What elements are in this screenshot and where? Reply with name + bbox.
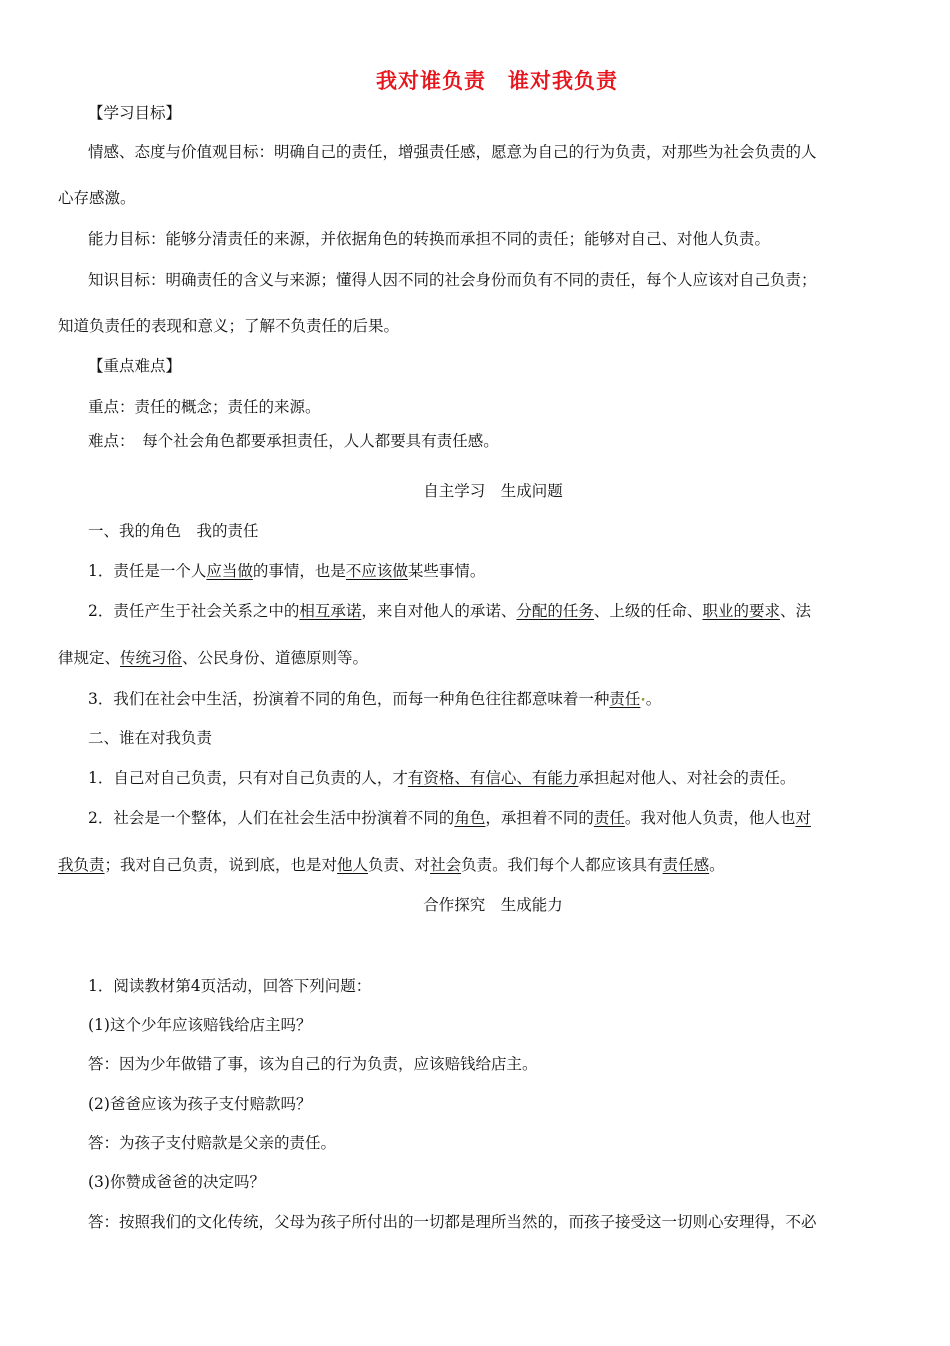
answer-blank: 社会 <box>430 856 462 874</box>
sub-question-1: (1)这个少年应该赔钱给店主吗？ <box>88 1016 312 1034</box>
goal-emotion-line-1: 情感、态度与价值观目标：明确自己的责任，增强责任感，愿意为自己的行为负责，对那些为社会负责的人 <box>88 143 817 161</box>
answer-blank: 不应该做 <box>345 562 408 580</box>
cooperation-heading: 合作探究 生成能力 <box>423 896 563 914</box>
part1-heading: 一、我的角色 我的责任 <box>88 522 259 540</box>
goal-ability: 能力目标：能够分清责任的来源，并依据角色的转换而承担不同的责任；能够对自己、对他人负责。 <box>88 230 771 248</box>
dot-mark: • <box>640 696 646 706</box>
goal-knowledge-line-1: 知识目标：明确责任的含义与来源；懂得人因不同的社会身份而负有不同的责任，每个人应该对自己负责； <box>88 271 817 289</box>
answer-blank: 有资格、有信心、有能力 <box>407 769 579 787</box>
part2-item-2-cont: 我负责；我对自己负责，说到底，也是对他人负责、对社会负责。我们每个人都应该具有责任感。 <box>58 856 725 874</box>
part1-item-3: 3．我们在社会中生活，扮演着不同的角色，而每一种角色往往都意味着一种责任•。 <box>88 690 662 708</box>
page-title: 我对谁负责 谁对我负责 <box>376 69 618 93</box>
part2-heading: 二、谁在对我负责 <box>88 729 213 747</box>
part1-item-2-cont: 律规定、传统习俗、公民身份、道德原则等。 <box>58 649 369 667</box>
answer-blank: 相互承诺 <box>299 602 362 620</box>
part2-item-2: 2．社会是一个整体，人们在社会生活中扮演着不同的角色，承担着不同的责任。我对他人负责，他人也对 <box>88 809 811 827</box>
key-heading: 【重点难点】 <box>88 357 182 375</box>
goals-heading: 【学习目标】 <box>88 104 182 122</box>
key-focus: 重点：责任的概念；责任的来源。 <box>88 398 321 416</box>
goal-emotion-line-2: 心存感激。 <box>58 189 136 207</box>
answer-blank: 我负责 <box>58 856 105 874</box>
answer-3: 答：按照我们的文化传统，父母为孩子所付出的一切都是理所当然的，而孩子接受这一切则心安理得，不必 <box>88 1213 817 1231</box>
answer-blank: 应当做 <box>206 562 253 580</box>
part1-item-1: 1．责任是一个人应当做的事情，也是不应该做某些事情。 <box>88 562 486 580</box>
answer-blank: 角色 <box>454 809 486 827</box>
goal-knowledge-line-2: 知道负责任的表现和意义；了解不负责任的后果。 <box>58 317 400 335</box>
answer-1: 答：因为少年做错了事，该为自己的行为负责，应该赔钱给店主。 <box>88 1055 538 1073</box>
answer-blank: 对 <box>795 809 811 827</box>
answer-blank: 责任 <box>609 690 641 708</box>
answer-blank: 职业的要求 <box>702 602 780 620</box>
answer-blank: 他人 <box>337 856 369 874</box>
part1-item-2: 2．责任产生于社会关系之中的相互承诺，来自对他人的承诺、分配的任务、上级的任命、职业的要求、法 <box>88 602 811 620</box>
question-1: 1．阅读教材第4页活动，回答下列问题： <box>88 977 372 995</box>
part2-item-1: 1．自己对自己负责，只有对自己负责的人，才有资格、有信心、有能力承担起对他人、对社会的责任。 <box>88 769 796 787</box>
answer-blank: 分配的任务 <box>516 602 594 620</box>
answer-blank: 责任 <box>593 809 625 827</box>
answer-blank: 传统习俗 <box>120 649 183 667</box>
sub-question-3: (3)你赞成爸爸的决定吗？ <box>88 1173 265 1191</box>
self-study-heading: 自主学习 生成问题 <box>423 482 563 500</box>
answer-2: 答：为孩子支付赔款是父亲的责任。 <box>88 1134 337 1152</box>
answer-blank: 责任感 <box>662 856 710 874</box>
key-difficulty: 难点： 每个社会角色都要承担责任，人人都要具有责任感。 <box>88 432 499 450</box>
sub-question-2: (2)爸爸应该为孩子支付赔款吗？ <box>88 1095 312 1113</box>
